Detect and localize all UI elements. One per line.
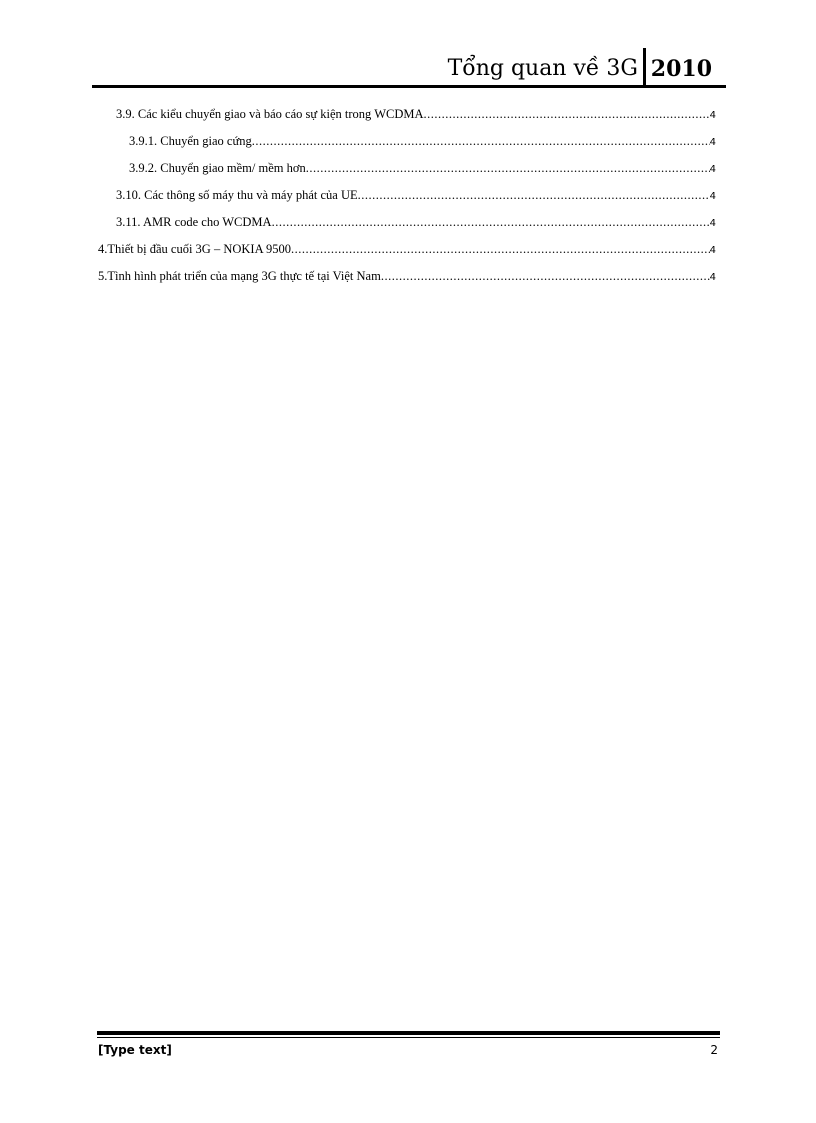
table-of-contents <box>98 107 716 296</box>
toc-entry[interactable] <box>98 215 716 242</box>
page-header <box>92 48 726 90</box>
toc-entry-label: 3.11. AMR code cho WCDMA <box>116 215 272 229</box>
toc-leader-dots <box>252 134 710 149</box>
toc-entry-label: 5.Tình hình phát triển của mạng 3G thực tế tại Việt Nam <box>98 269 381 283</box>
footer-text: [Type text] <box>98 1043 172 1057</box>
toc-entry-label: 4.Thiết bị đầu cuối 3G – NOKIA 9500 <box>98 242 292 256</box>
header-year: 2010 <box>650 56 712 82</box>
footer-rule <box>97 1031 720 1035</box>
toc-entry-label: 3.10. Các thông số máy thu và máy phát của UE <box>116 188 358 202</box>
toc-entry[interactable] <box>98 188 716 215</box>
toc-entry[interactable] <box>98 242 716 269</box>
header-title: Tổng quan về 3G <box>447 56 638 81</box>
toc-entry-page: 4 <box>709 272 716 283</box>
footer-page-number: 2 <box>710 1043 718 1057</box>
toc-entry-page: 4 <box>709 245 716 256</box>
toc-entry-page: 4 <box>709 137 716 148</box>
toc-entry-page: 4 <box>709 110 716 121</box>
toc-leader-dots <box>306 161 710 176</box>
toc-leader-dots <box>272 215 710 230</box>
toc-leader-dots <box>381 269 710 284</box>
toc-entry[interactable] <box>98 134 716 161</box>
toc-entry-label: 3.9.1. Chuyển giao cứng <box>129 134 252 148</box>
toc-entry[interactable] <box>98 107 716 134</box>
toc-leader-dots <box>291 242 710 257</box>
toc-entry-page: 4 <box>709 218 716 229</box>
toc-entry[interactable] <box>98 161 716 188</box>
toc-leader-dots <box>358 188 710 203</box>
toc-entry-label: 3.9. Các kiểu chuyển giao và báo cáo sự kiện trong WCDMA <box>116 107 424 121</box>
footer-rule-thin <box>97 1037 720 1038</box>
toc-leader-dots <box>424 107 710 122</box>
toc-entry[interactable] <box>98 269 716 296</box>
toc-entry-page: 4 <box>709 191 716 202</box>
toc-entry-label: 3.9.2. Chuyển giao mềm/ mềm hơn <box>129 161 306 175</box>
toc-entry-page: 4 <box>709 164 716 175</box>
header-rule <box>92 85 726 88</box>
header-separator <box>643 48 646 85</box>
